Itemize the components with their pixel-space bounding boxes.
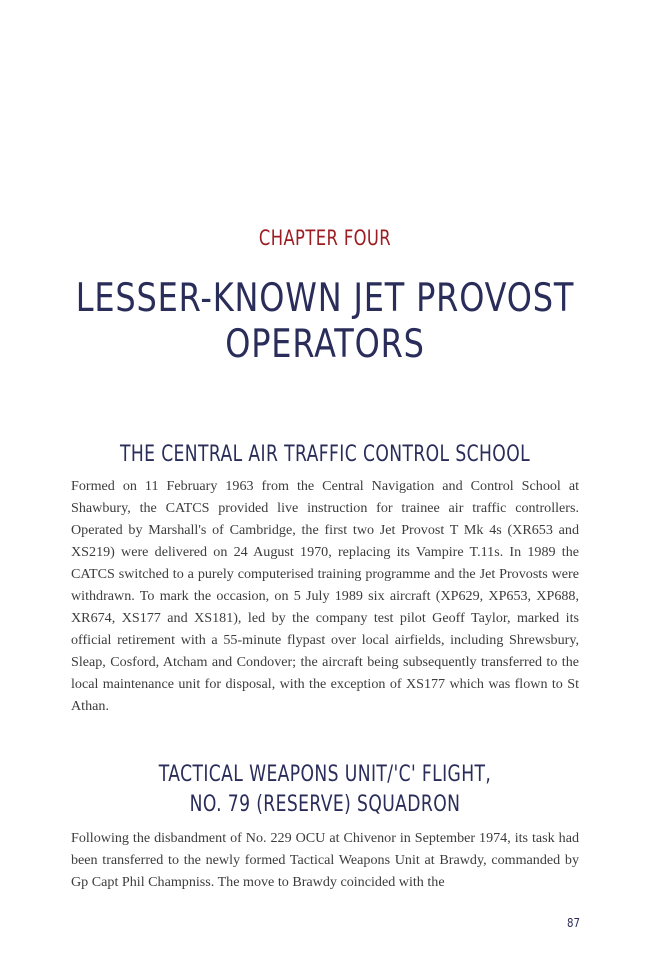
chapter-title-line-2: OPERATORS [225, 322, 425, 367]
section-heading-catcs-line: THE CENTRAL AIR TRAFFIC CONTROL SCHOOL [119, 442, 531, 467]
section-paragraph-catcs: Formed on 11 February 1963 from the Central Navigation and Control School at Shawbury, the CATCS provided live instruction for trainee air traffic controllers. Operated by Marshall's of Cambridge, the first two Jet Provost T Mk 4s (XR653 and XS219) were delivered on 24 August 1970, replacing its Vampire T.11s. In 1989 the CATCS switched to a purely computerised training programme and the Jet Provosts were withdrawn. To mark the occasion, on 5 July 1989 six aircraft (XP629, XP653, XP688, XR674, XS177 and XS181), led by the company test pilot Geoff Taylor, marked its official retirement with a 55-minute flypast over local airfields, including Shrewsbury, Sleap, Cosford, Atcham and Condover; the aircraft being subsequently transferred to the local maintenance unit for disposal, with the exception of XS177 which was flown to St Athan. [71, 478, 579, 714]
chapter-title-line-1: LESSER-KNOWN JET PROVOST [75, 276, 575, 321]
section-heading-catcs [72, 440, 579, 470]
section-heading-twu-line-1: TACTICAL WEAPONS UNIT/'C' FLIGHT, [158, 762, 492, 787]
chapter-label: CHAPTER FOUR [258, 226, 392, 250]
section-paragraph-twu: Following the disbandment of No. 229 OCU at Chivenor in September 1974, its task had been transferred to the newly formed Tactical Weapons Unit at Brawdy, commanded by Gp Capt Phil Champniss. The move to Brawdy coincided with the [71, 830, 579, 890]
section-heading-twu-line-2: NO. 79 (RESERVE) SQUADRON [189, 792, 461, 817]
page-number: 87 [567, 916, 580, 930]
section-heading-twu [72, 760, 579, 820]
chapter-title [59, 276, 592, 368]
